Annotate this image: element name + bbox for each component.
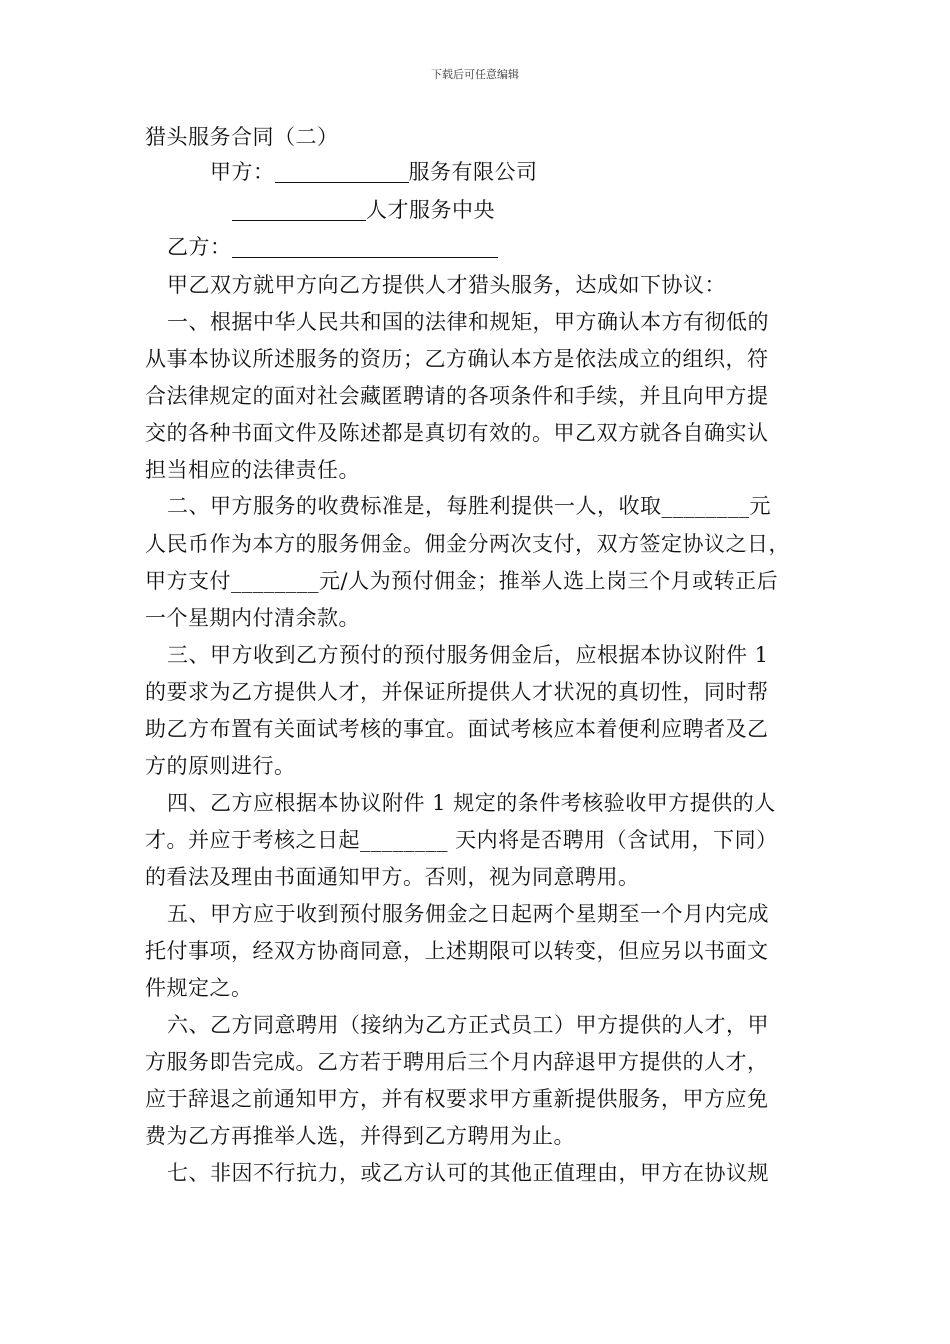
clause-1-line-5: 担当相应的法律责任。 <box>145 458 360 482</box>
party-b-label: 乙方： <box>167 235 232 259</box>
clause-2-line-3: 甲方支付________元/人为预付佣金；推举人选上岗三个月或转正后 <box>145 569 779 593</box>
clause-2-line-1: 二、甲方服务的收费标准是，每胜利提供一人，收取________元 <box>167 494 771 518</box>
agreement-intro: 甲乙双方就甲方向乙方提供人才猎头服务，达成如下协议： <box>167 273 726 297</box>
clause-4-line-2: 才。并应于考核之日起________ 天内将是否聘用（含试用，下同） <box>145 828 778 852</box>
clause-5-line-1: 五、甲方应于收到预付服务佣金之日起两个星期至一个月内完成 <box>167 902 769 926</box>
clause-1-line-4: 交的各种书面文件及陈述都是真切有效的。甲乙双方就各自确实认 <box>145 421 769 445</box>
clause-6-line-3: 应于辞退之前通知甲方，并有权要求甲方重新提供服务，甲方应免 <box>145 1087 769 1111</box>
party-b-line <box>167 232 498 262</box>
party-a-center-blank <box>232 198 366 221</box>
clause-2-line-4: 一个星期内付清余款。 <box>145 606 360 630</box>
party-a-center-line <box>232 195 495 225</box>
clause-6-line-1: 六、乙方同意聘用（接纳为乙方正式员工）甲方提供的人才，甲 <box>167 1013 769 1037</box>
clause-3-line-4: 方的原则进行。 <box>145 754 296 778</box>
clause-4-line-1: 四、乙方应根据本协议附件 1 规定的条件考核验收甲方提供的人 <box>167 791 776 815</box>
clause-3-line-3: 助乙方布置有关面试考核的事宜。面试考核应本着便利应聘者及乙 <box>145 717 769 741</box>
clause-1-line-3: 合法律规定的面对社会藏匿聘请的各项条件和手续，并且向甲方提 <box>145 384 769 408</box>
clause-1-line-1: 一、根据中华人民共和国的法律和规矩，甲方确认本方有彻低的 <box>167 310 769 334</box>
clause-1-line-2: 从事本协议所述服务的资历；乙方确认本方是依法成立的组织，符 <box>145 347 769 371</box>
clause-6-line-4: 费为乙方再推举人选，并得到乙方聘用为止。 <box>145 1124 575 1148</box>
party-a-center-suffix: 人才服务中央 <box>366 198 495 222</box>
party-a-label: 甲方： <box>210 160 275 184</box>
party-a-company-suffix: 服务有限公司 <box>408 160 538 184</box>
page-header: 下载后可任意编辑 <box>431 68 519 81</box>
clause-7-line-1: 七、非因不行抗力，或乙方认可的其他正值理由，甲方在协议规 <box>167 1161 769 1185</box>
clause-5-line-2: 托付事项，经双方协商同意，上述期限可以转变，但应另以书面文 <box>145 939 769 963</box>
clause-5-line-3: 件规定之。 <box>145 976 253 1000</box>
party-b-blank <box>232 235 498 258</box>
clause-6-line-2: 方服务即告完成。乙方若于聘用后三个月内辞退甲方提供的人才， <box>145 1050 769 1074</box>
clause-4-line-3: 的看法及理由书面通知甲方。否则，视为同意聘用。 <box>145 865 640 889</box>
party-a-blank <box>275 160 409 183</box>
party-a-line <box>210 157 538 187</box>
contract-title: 猎头服务合同（二） <box>145 125 339 149</box>
clause-3-line-2: 的要求为乙方提供人才，并保证所提供人才状况的真切性，同时帮 <box>145 680 769 704</box>
clause-3-line-1: 三、甲方收到乙方预付的预付服务佣金后，应根据本协议附件 1 <box>167 643 769 667</box>
clause-2-line-2: 人民币作为本方的服务佣金。佣金分两次支付，双方签定协议之日， <box>145 532 790 556</box>
